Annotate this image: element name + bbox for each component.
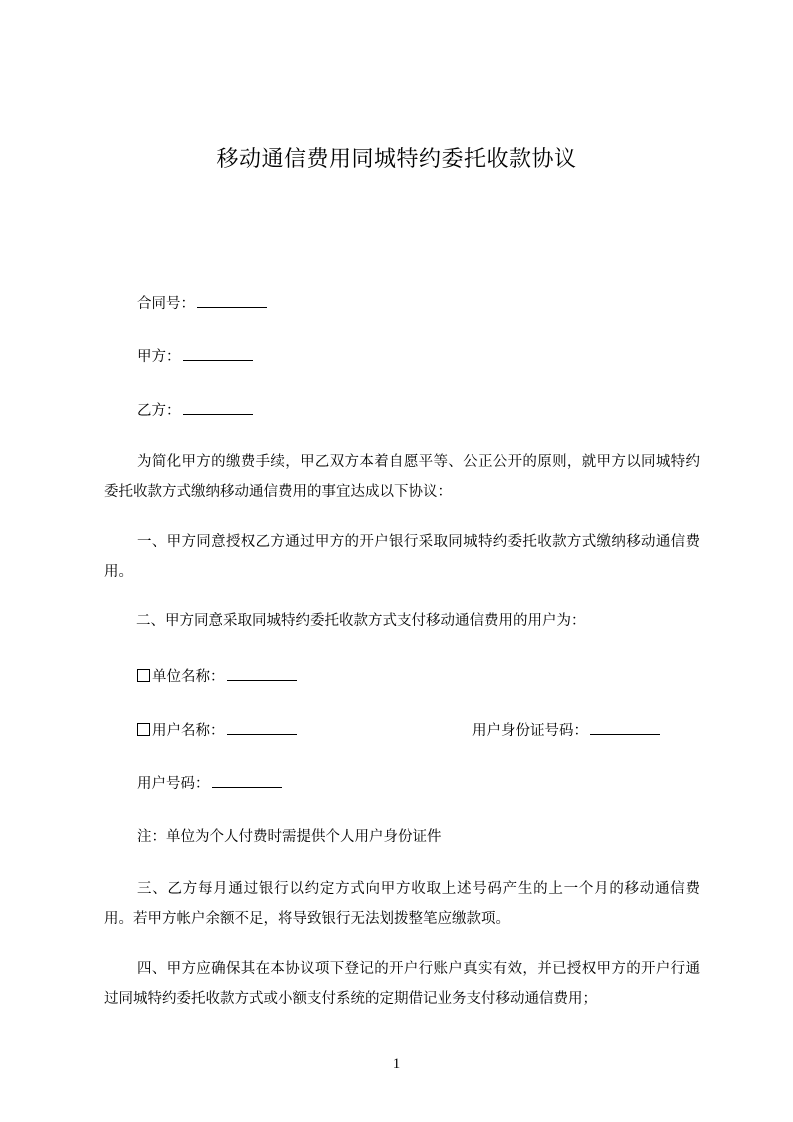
party-a-line <box>137 345 253 366</box>
contract-number-label: 合同号： <box>137 296 195 312</box>
clause-2-paragraph: 二、甲方同意采取同城特约委托收款方式支付移动通信费用的用户为： <box>136 613 586 629</box>
document-title: 移动通信费用同城特约委托收款协议 <box>216 147 577 172</box>
user-number-line <box>137 772 282 793</box>
unit-name-label: 单位名称： <box>152 669 225 685</box>
unit-name-line <box>137 665 297 686</box>
unit-name-blank <box>227 666 297 681</box>
page-number: 1 <box>392 1056 401 1072</box>
unit-name-checkbox-icon[interactable] <box>137 669 150 682</box>
user-name-blank <box>227 720 297 735</box>
intro-paragraph: 为简化甲方的缴费手续，甲乙双方本着自愿平等、公正公开的原则，就甲方以同城特约委托收款方式缴纳移动通信费用的事宜达成以下协议： <box>104 454 700 500</box>
id-number-line <box>472 719 660 740</box>
party-a-blank <box>183 346 253 361</box>
party-b-line <box>137 399 253 420</box>
id-number-label: 用户身份证号码： <box>472 723 588 739</box>
user-name-label: 用户名称： <box>152 723 225 739</box>
party-b-blank <box>183 400 253 415</box>
clause-1-paragraph: 一、甲方同意授权乙方通过甲方的开户银行采取同城特约委托收款方式缴纳移动通信费用。 <box>104 534 700 580</box>
note-line: 注：单位为个人付费时需提供个人用户身份证件 <box>137 829 442 845</box>
contract-number-line <box>137 292 267 313</box>
clause-4-paragraph: 四、甲方应确保其在本协议项下登记的开户行账户真实有效，并已授权甲方的开户行通过同城特约委托收款方式或小额支付系统的定期借记业务支付移动通信费用； <box>104 961 700 1007</box>
contract-number-blank <box>197 293 267 308</box>
party-a-label: 甲方： <box>137 349 181 365</box>
party-b-label: 乙方： <box>137 403 181 419</box>
user-number-blank <box>212 773 282 788</box>
clause-3-paragraph: 三、乙方每月通过银行以约定方式向甲方收取上述号码产生的上一个月的移动通信费用。若甲方帐户余额不足，将导致银行无法划拨整笔应缴款项。 <box>104 881 700 927</box>
user-name-line <box>137 719 297 740</box>
id-number-blank <box>590 720 660 735</box>
user-name-checkbox-icon[interactable] <box>137 723 150 736</box>
user-number-label: 用户号码： <box>137 776 210 792</box>
